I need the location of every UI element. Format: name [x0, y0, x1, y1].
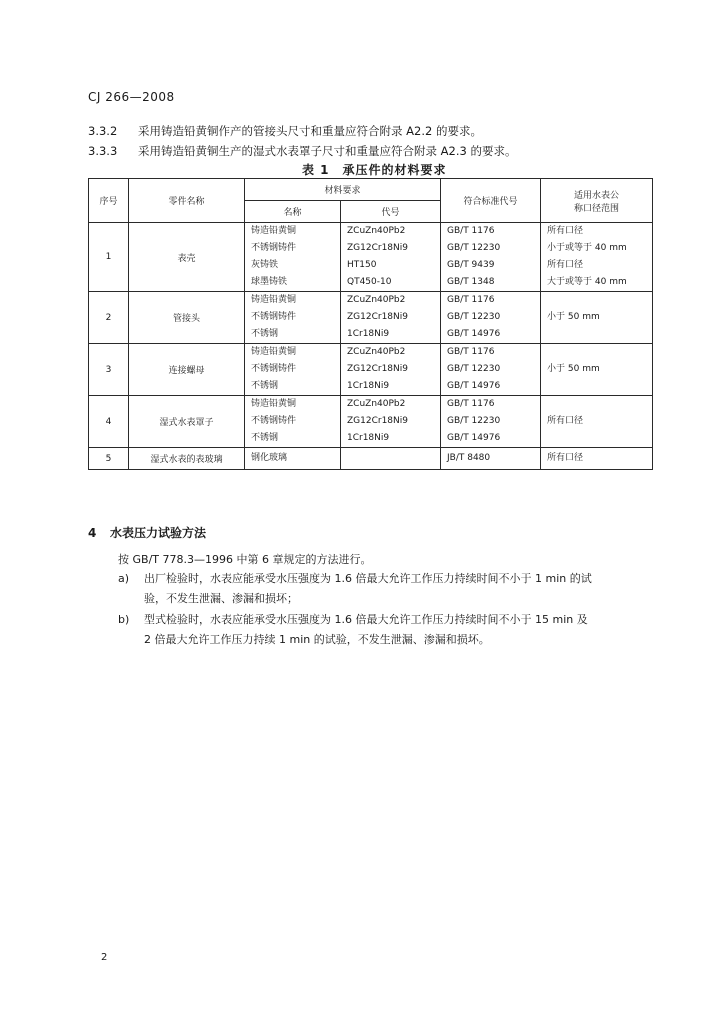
row-range: [541, 292, 653, 344]
row-code: [341, 448, 441, 470]
clause-3-3-3: [88, 143, 516, 159]
row-no: 5: [89, 448, 129, 470]
row-codes: [341, 292, 441, 344]
material-code: [341, 450, 440, 467]
table-row: [89, 448, 653, 470]
standard-code: GB/T 9439: [447, 260, 495, 270]
material-code: ZG12Cr18Ni9: [347, 243, 408, 253]
row-part: 连接螺母: [129, 344, 245, 396]
row-part: 表壳: [129, 223, 245, 292]
item-label: a): [118, 572, 130, 585]
standard-code: JB/T 8480: [447, 453, 491, 463]
standard-code: GB/T 1348: [447, 277, 495, 287]
material-code: HT150: [347, 260, 377, 270]
standard-code: GB/T 1176: [447, 226, 495, 236]
row-standards: [441, 396, 541, 448]
header-range-line2: 称口径范围: [574, 203, 620, 214]
list-item-a: [118, 570, 592, 586]
standard-code: GB/T 12230: [447, 243, 501, 253]
row-names: [245, 292, 341, 344]
material-name: 不锈钢铸件: [251, 416, 297, 426]
header-range-line1: 适用水表公: [574, 190, 620, 201]
list-item-b: [118, 611, 588, 627]
row-standards: [441, 292, 541, 344]
row-codes: [341, 223, 441, 292]
size-range: 所有口径: [547, 416, 584, 426]
standard-code: GB/T 12230: [447, 312, 501, 322]
item-text: 出厂检验时，水表应能承受水压强度为 1.6 倍最大允许工作压力持续时间不小于 1 min 的试: [144, 572, 592, 585]
header-standard: 符合标准代号: [441, 179, 541, 223]
material-code: ZCuZn40Pb2: [347, 399, 406, 409]
row-codes: [341, 396, 441, 448]
standard-code: GB/T 14976: [447, 433, 501, 443]
material-name: 铸造铅黄铜: [251, 226, 297, 236]
item-label: b): [118, 613, 130, 626]
material-name: 不锈钢铸件: [251, 243, 297, 253]
clause-number: 3.3.2: [88, 124, 118, 138]
page-number: 2: [101, 952, 108, 963]
row-range: [541, 396, 653, 448]
material-code: ZCuZn40Pb2: [347, 347, 406, 357]
item-text: 型式检验时，水表应能承受水压强度为 1.6 倍最大允许工作压力持续时间不小于 15 min 及: [144, 613, 588, 626]
material-name: 不锈钢铸件: [251, 312, 297, 322]
row-name: [245, 448, 341, 470]
material-name: 灰铸铁: [251, 260, 279, 270]
material-code: ZG12Cr18Ni9: [347, 364, 408, 374]
material-name: 铸造铅黄铜: [251, 295, 297, 305]
material-code: 1Cr18Ni9: [347, 433, 390, 443]
standard-code: GB/T 14976: [447, 329, 501, 339]
row-names: [245, 396, 341, 448]
material-name: 钢化玻璃: [251, 453, 288, 463]
row-names: [245, 223, 341, 292]
material-requirements-table: [88, 178, 653, 470]
material-code: ZCuZn40Pb2: [347, 226, 406, 236]
row-part: 管接头: [129, 292, 245, 344]
material-name: 铸造铅黄铜: [251, 399, 297, 409]
row-standard: [441, 448, 541, 470]
size-range: 小于或等于 40 mm: [547, 243, 627, 253]
standard-code: GB/T 14976: [447, 381, 501, 391]
section-4-intro: 按 GB/T 778.3—1996 中第 6 章规定的方法进行。: [118, 553, 372, 566]
header-range: [541, 179, 653, 223]
table-row: [89, 344, 653, 396]
size-range: 小于 50 mm: [547, 364, 600, 374]
clause-3-3-2: [88, 123, 482, 139]
row-ranges: [541, 223, 653, 292]
size-range: 小于 50 mm: [547, 312, 600, 322]
clause-text: 采用铸造铅黄铜作产的管接头尺寸和重量应符合附录 A2.2 的要求。: [138, 124, 482, 138]
standard-code: GB/T 12230: [447, 416, 501, 426]
table-row: [89, 292, 653, 344]
material-name: 不锈钢: [251, 381, 279, 391]
material-name: 铸造铅黄铜: [251, 347, 297, 357]
material-name: 不锈钢铸件: [251, 364, 297, 374]
material-code: ZG12Cr18Ni9: [347, 416, 408, 426]
size-range: 大于或等于 40 mm: [547, 277, 627, 287]
row-no: 4: [89, 396, 129, 448]
table-title: 表 1 承压件的材料要求: [302, 163, 447, 177]
size-range: 所有口径: [547, 453, 584, 463]
material-name: 不锈钢: [251, 329, 279, 339]
row-no: 1: [89, 223, 129, 292]
row-range: [541, 344, 653, 396]
row-part: 湿式水表罩子: [129, 396, 245, 448]
row-range: [541, 448, 653, 470]
size-range: 所有口径: [547, 226, 584, 236]
standard-code: GB/T 1176: [447, 295, 495, 305]
material-code: ZCuZn40Pb2: [347, 295, 406, 305]
document-header: CJ 266—2008: [88, 90, 175, 104]
size-range: 所有口径: [547, 260, 584, 270]
list-item-b-continued: 2 倍最大允许工作压力持续 1 min 的试验，不发生泄漏、渗漏和损坏。: [144, 633, 490, 646]
list-item-a-continued: 验，不发生泄漏、渗漏和损坏；: [144, 592, 298, 605]
material-code: 1Cr18Ni9: [347, 381, 390, 391]
section-title: 水表压力试验方法: [110, 526, 207, 540]
header-part: 零件名称: [129, 179, 245, 223]
material-name: 球墨铸铁: [251, 277, 288, 287]
standard-code: GB/T 1176: [447, 399, 495, 409]
row-standards: [441, 344, 541, 396]
header-material: 材料要求: [245, 179, 441, 201]
section-4-heading: [88, 524, 206, 541]
row-part: 湿式水表的表玻璃: [129, 448, 245, 470]
row-names: [245, 344, 341, 396]
row-standards: [441, 223, 541, 292]
material-code: ZG12Cr18Ni9: [347, 312, 408, 322]
standard-code: GB/T 1176: [447, 347, 495, 357]
clause-number: 3.3.3: [88, 144, 118, 158]
standard-code: GB/T 12230: [447, 364, 501, 374]
row-no: 3: [89, 344, 129, 396]
section-number: 4: [88, 526, 97, 540]
row-codes: [341, 344, 441, 396]
material-name: 不锈钢: [251, 433, 279, 443]
row-no: 2: [89, 292, 129, 344]
clause-text: 采用铸造铅黄铜生产的湿式水表罩子尺寸和重量应符合附录 A2.3 的要求。: [138, 144, 517, 158]
header-name: 名称: [245, 201, 341, 223]
table-row: [89, 396, 653, 448]
material-code: QT450-10: [347, 277, 392, 287]
header-code: 代号: [341, 201, 441, 223]
material-code: 1Cr18Ni9: [347, 329, 390, 339]
header-no: 序号: [89, 179, 129, 223]
table-row: [89, 223, 653, 292]
